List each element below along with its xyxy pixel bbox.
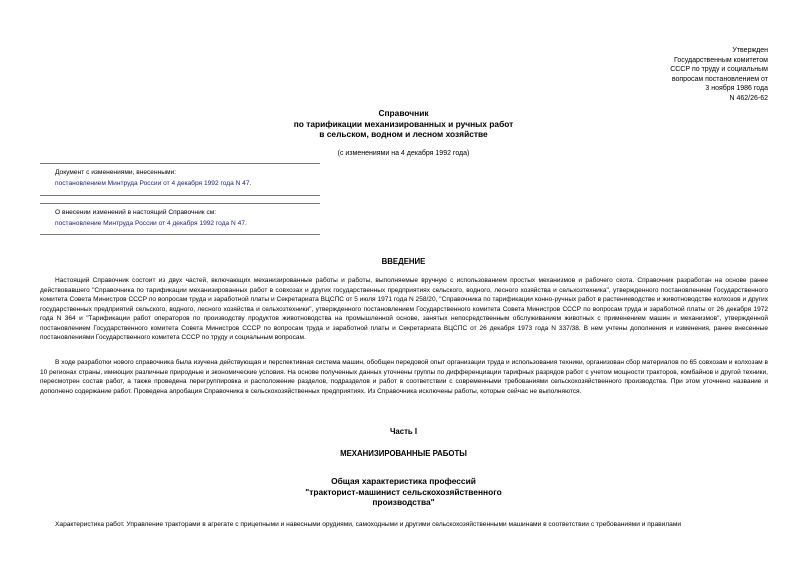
divider: [40, 203, 320, 204]
revision-note: (с изменениями на 4 декабря 1992 года): [337, 150, 470, 157]
part-heading: МЕХАНИЗИРОВАННЫЕ РАБОТЫ: [340, 449, 467, 458]
approval-line: СССР по труду и социальным: [670, 66, 768, 74]
amendments-link[interactable]: постановление Минтруда России от 4 декабря 1992 года N 47.: [55, 220, 247, 227]
part-label: Часть I: [389, 427, 418, 436]
approval-line: Утвержден: [732, 47, 768, 54]
profession-line: производства": [372, 497, 435, 507]
profession-heading: [0, 476, 807, 508]
intro-paragraph-1: Настоящий Справочник состоит из двух частей, включающих механизированные работы и работы, выполняемые вручную с использованием простых механизмов и рабочего скота. Справочник разработан на основе ранее действовавшего "Справочника по тарификации механизированных работ в совхозах и других государственных предприятиях сельского, водного, лесного хозяйства и сельхозтехника", утвержденного постановлением Государственного комитета Совета Министров СССР по вопросам труда и заработной платы и Секретариата ВЦСПС от 5 июля 1971 года N 258/20, "Справочника по тарификации конно-ручных работ в растениеводстве и животноводстве колхозов и других государственных предприятий сельского, водного, лесного хозяйства и сельхозтехники", утвержденного постановлением Государственного комитета Совета Министров СССР по вопросам труда и заработной платы от 26 декабря 1972 года N 364 и "Тарификации работ операторов по производству продуктов животноводства на промышленной основе, занятых непосредственным обслуживанием животных с применением машин и механизмов", утвержденной постановлением Государственного комитета Совета Министров СССР по вопросам труда и заработной платы и Секретариата ВЦСПС от 26 декабря 1973 года N 337/38. В нем учтены дополнения и изменения, ранее внесенные постановлениями Государственного комитета СССР по труду и социальным вопросам.: [40, 277, 768, 341]
changes-link[interactable]: постановлением Минтруда России от 4 декабря 1992 года N 47.: [55, 180, 252, 187]
approval-line: Государственным комитетом: [674, 56, 768, 64]
divider: [40, 163, 320, 164]
title-line: в сельском, водном и лесном хозяйстве: [319, 129, 488, 139]
approval-line: вопросам постановлением от: [671, 75, 768, 83]
work-characteristics-paragraph: Характеристика работ. Управление тракторами в агрегате с прицепными и навесными орудиями, самоходными и другими сельскохозяйственными машинами в соответствии с требованиями и правилами: [55, 521, 682, 528]
divider: [40, 195, 320, 196]
approval-line: N 462/26-62: [729, 94, 768, 102]
intro-heading: ВВЕДЕНИЕ: [381, 257, 426, 266]
approval-line: 3 ноября 1986 года: [705, 85, 768, 93]
profession-line: Общая характеристика профессий: [331, 476, 476, 486]
divider: [40, 234, 320, 235]
title-line: Справочник: [378, 108, 429, 118]
document-title: [0, 108, 807, 140]
amendments-box: [55, 207, 247, 229]
amendments-label: О внесении изменений в настоящий Справочник см:: [55, 209, 217, 216]
changes-box: [55, 167, 251, 189]
intro-paragraph-2: В ходе разработки нового справочника была изучена действующая и перспективная система машин, обобщен передовой опыт организации труда и использования техники, организован сбор материалов по 65 совхозам и колхозам в 10 регионах страны, имеющих различные природные и экономические условия. На основе полученных данных уточнены группы по дифференциации тарифных разрядов работ с учетом мощности тракторов, комбайнов и другой техники, пересмотрен состав работ, а также проведена перегруппировка и расположение разделов, подразделов и работ в соответствии с современными требованиями сельскохозяйственного производства. При этом уточнено название и дополнено содержание работ. Проведена апробация Справочника в сельскохозяйственных предприятиях. Из Справочника исключены работы, которые сейчас не выполняются.: [40, 359, 768, 395]
approval-block: [670, 46, 768, 104]
profession-line: "тракторист-машинист сельскохозяйственного: [305, 486, 502, 497]
title-line: по тарификации механизированных и ручных работ: [293, 118, 514, 129]
changes-label: Документ с изменениями, внесенными:: [55, 169, 177, 176]
